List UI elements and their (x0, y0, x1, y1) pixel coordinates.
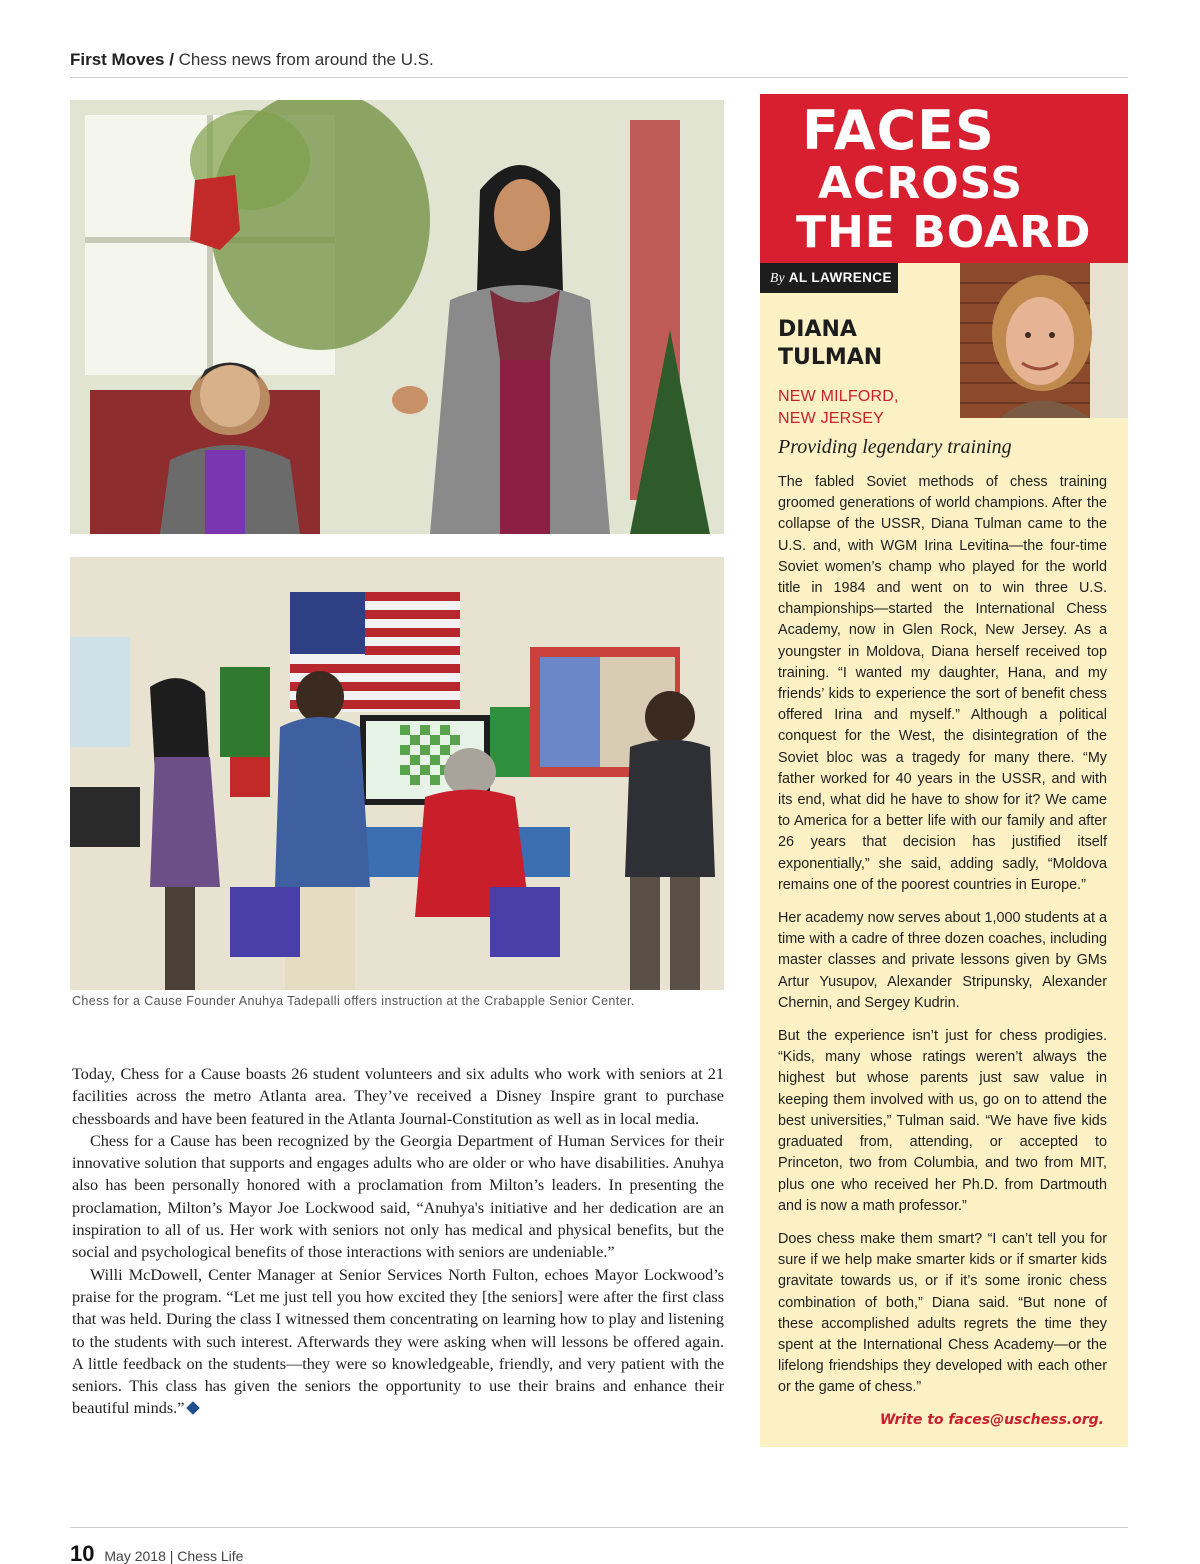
sidebar-paragraph: The fabled Soviet methods of chess training groomed generations of world champions. After the collapse of the USSR, Diana Tulman came to the U.S. and, with WGM Irina Levitina—the four-time Soviet women’s champ who played for the world title in 1984 and went on to win three U.S. championships—started the International Chess Academy, now in Glen Rock, New Jersey. As a youngster in Moldova, Diana herself received top training. “I wanted my daughter, Hana, and my friends’ kids to experience the sort of benefit chess offered Irina and myself.” Although a political conquest for the West, the disintegration of the Soviet bloc was a tragedy for many there. “My father worked for 40 years in the USSR, and with its end, what did he have to show for it? We came to America for a better life with our family and after 26 years that decision has justified itself exponentially,” she said, adding sadly, “Moldova remains one of the poorest countries in Europe.” (778, 474, 1107, 893)
article-paragraph: Chess for a Cause has been recognized by the Georgia Department of Human Services for their innovative solution that supports and engages adults who are older or who have disabilities. Anuhya also has been personally honored with a proclamation from Milton’s leaders. In presenting the proclamation, Milton’s Mayor Joe Lockwood said, “Anuhya's initiative and her dedication are an inspiration to all of us. Her work with seniors not only has medical and physical benefits, but the social and psychological benefits of those interactions with seniors are undeniable.” (72, 1131, 724, 1262)
byline (760, 263, 898, 293)
byline-author: AL LAWRENCE (788, 270, 892, 285)
person-name-line: DIANA (778, 317, 857, 342)
article-body (72, 1063, 724, 1420)
photo-caption: Chess for a Cause Founder Anuhya Tadepalli offers instruction at the Crabapple Senior Center. (72, 994, 635, 1008)
sidebar-title-line: THE BOARD (796, 207, 1092, 258)
section-label: First Moves / (70, 50, 174, 69)
page-number: 10 (70, 1541, 95, 1564)
person-location (778, 386, 958, 430)
photo-classroom (70, 557, 724, 990)
photo-instructor-illustration (70, 100, 724, 534)
featured-person-name (778, 316, 958, 372)
section-subtitle: Chess news from around the U.S. (178, 50, 434, 69)
location-line: NEW JERSEY (778, 410, 885, 427)
faces-sidebar (760, 94, 1128, 1447)
person-name-line: TULMAN (778, 345, 883, 370)
portrait-illustration (960, 263, 1128, 418)
photo-instructor (70, 100, 724, 534)
sidebar-tagline: Providing legendary training (778, 436, 1012, 458)
article-paragraph: Today, Chess for a Cause boasts 26 student volunteers and six adults who work with seniors at 21 facilities across the metro Atlanta area. They’ve received a Disney Inspire grant to purchase chessboards and have been featured in the Atlanta Journal-Constitution as well as in local media. (72, 1065, 724, 1128)
sidebar-paragraph: Does chess make them smart? “I can’t tell you for sure if we help make smarter kids or if smarter kids gravitate towards us, or if it’s some ironic chess combination of both,” Diana said. “But none of these accomplished adults regrets the time they spent at the International Chess Academy—or the lifelong friendships they developed with each other or the game of chess.” (778, 1230, 1107, 1396)
sidebar-paragraph: Her academy now serves about 1,000 students at a time with a cadre of three dozen coaches, including master classes and private lessons given by GMs Artur Yusupov, Alexander Stripunsky, Alexander Chernin, and Sergey Kudrin. (778, 910, 1107, 1011)
sidebar-paragraph: But the experience isn’t just for chess prodigies. “Kids, many whose ratings weren’t always the highest but whose parents just saw value in keeping them involved with us, go on to attend the best universities,” Tulman said. “We have five kids graduated from, attending, or accepted to Princeton, two from Columbia, and two from MIT, plus one who received her Ph.D. from Dartmouth and is now a math professor.” (778, 1028, 1107, 1214)
end-mark-icon (187, 1402, 201, 1416)
sidebar-title-line: FACES (802, 99, 995, 162)
sidebar-title-line: ACROSS (818, 158, 1024, 209)
sidebar-title-block (760, 94, 1128, 263)
page-footer (70, 1527, 1128, 1564)
sidebar-body (778, 472, 1107, 1411)
location-line: NEW MILFORD, (778, 388, 899, 405)
portrait-photo (960, 263, 1128, 418)
article-paragraph-text: Willi McDowell, Center Manager at Senior Services North Fulton, echoes Mayor Lockwood’s praise for the program. “Let me just tell you how excited they [the seniors] were after the first class that was held. During the class I witnessed them concentrating on learning how to play and listening to the students with such interest. Afterwards they were asking when will lessons be offered again. A little feedback on the students—they were so knowledgeable, friendly, and very patient with the seniors. This class has given the seniors the opportunity to use their brains and enhance their beautiful minds.” (72, 1265, 724, 1418)
page-header (70, 50, 1128, 78)
byline-prefix: By (770, 270, 786, 285)
issue-info: May 2018 | Chess Life (104, 1548, 244, 1564)
article-paragraph (72, 1264, 724, 1420)
photo-classroom-illustration (70, 557, 724, 990)
write-to-link[interactable]: Write to faces@uschess.org. (879, 1412, 1104, 1428)
